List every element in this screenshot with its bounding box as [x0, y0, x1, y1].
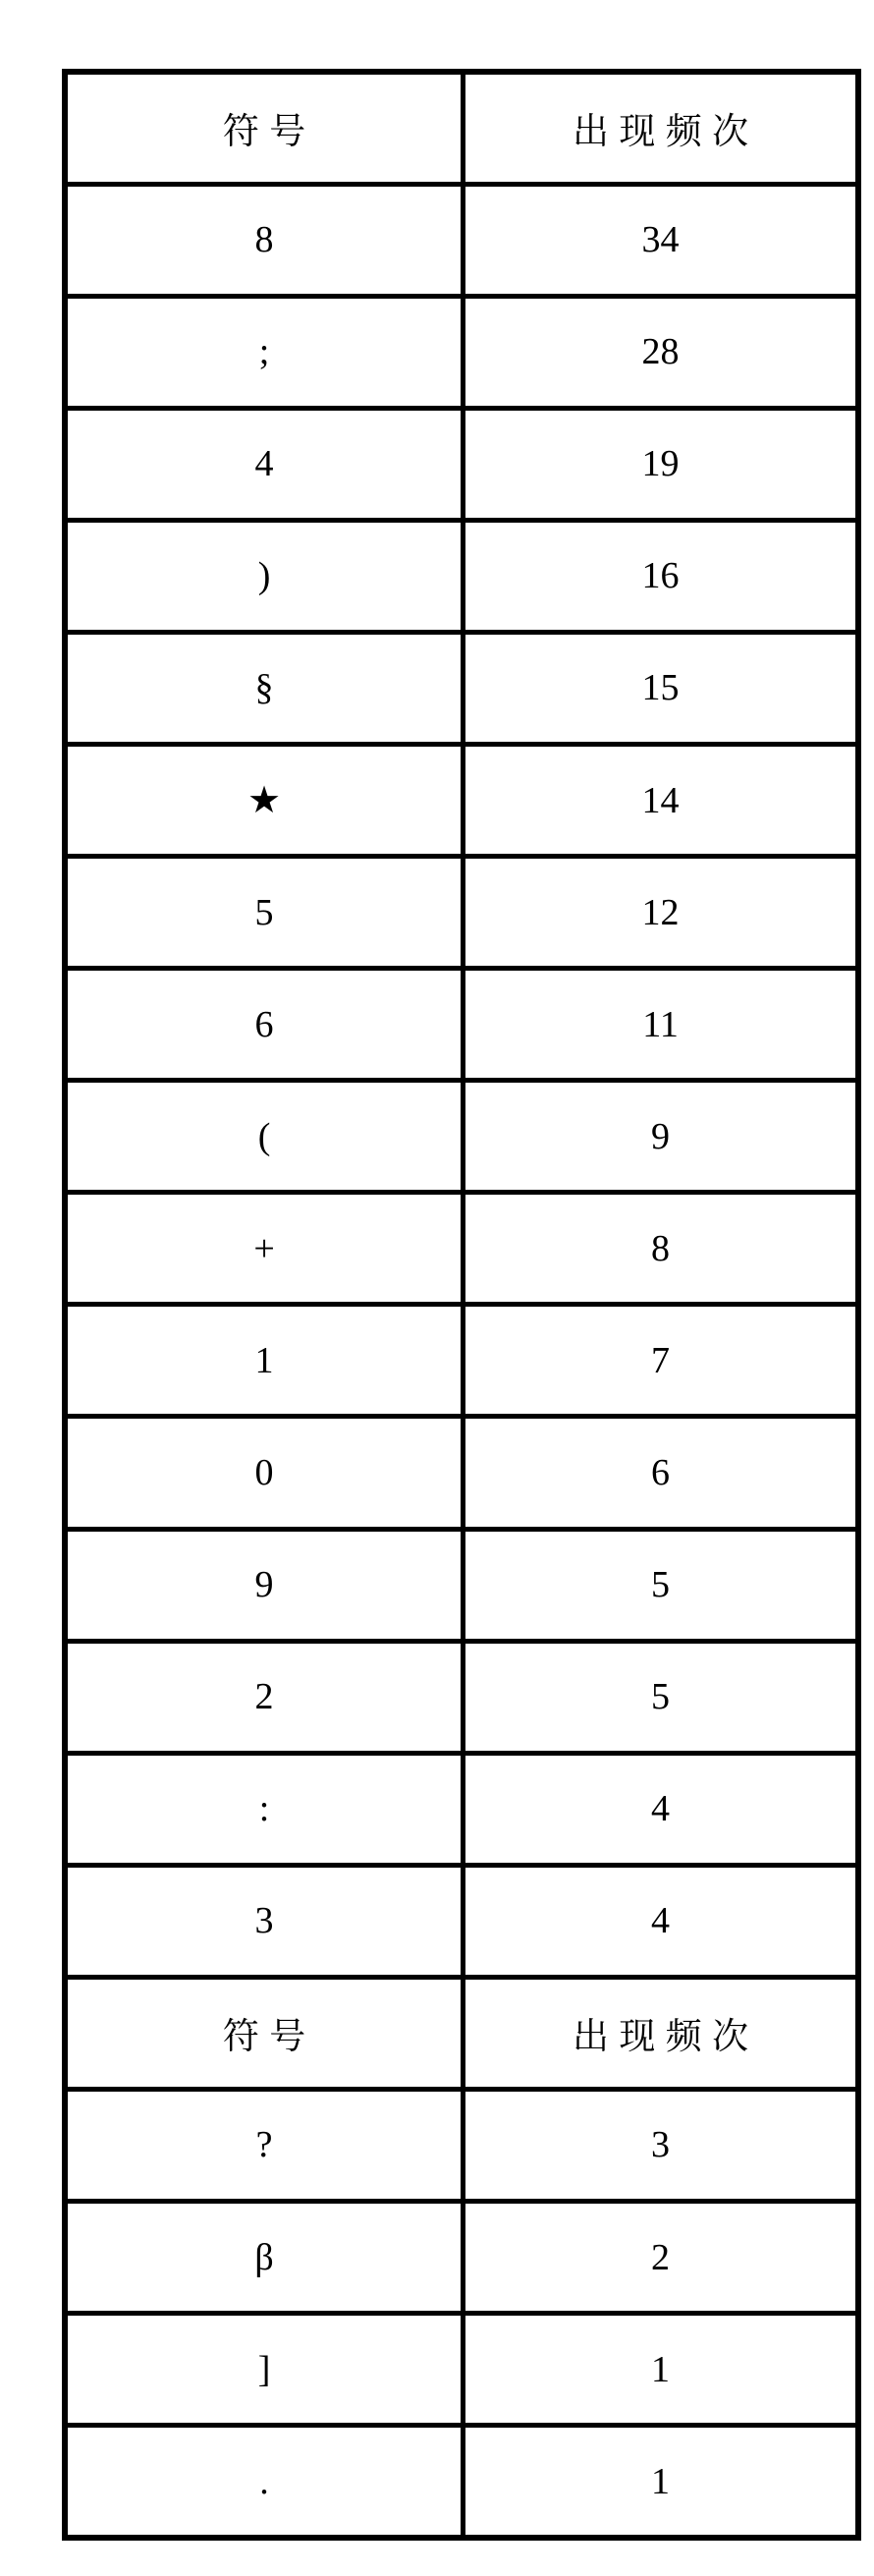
table-row [65, 1305, 858, 1417]
symbol-column-header: 符号 [65, 72, 464, 184]
table-row [65, 1753, 858, 1865]
frequency-cell: 19 [464, 408, 858, 520]
symbol-cell: § [65, 632, 464, 744]
frequency-cell: 28 [464, 296, 858, 408]
symbol-cell: ; [65, 296, 464, 408]
frequency-cell: 1 [464, 2426, 858, 2538]
symbol-cell: β [65, 2201, 464, 2313]
table-row [65, 184, 858, 296]
table-row [65, 1641, 858, 1753]
symbol-cell: 5 [65, 857, 464, 969]
frequency-cell: 12 [464, 857, 858, 969]
frequency-cell: 6 [464, 1417, 858, 1529]
symbol-cell: 0 [65, 1417, 464, 1529]
table-row [65, 1417, 858, 1529]
frequency-cell: 8 [464, 1193, 858, 1305]
table-header-row [65, 72, 858, 184]
frequency-cell: 1 [464, 2314, 858, 2426]
table-body [65, 72, 858, 2538]
table-row [65, 969, 858, 1081]
symbol-cell: 9 [65, 1529, 464, 1641]
frequency-cell: 5 [464, 1641, 858, 1753]
symbol-cell: 4 [65, 408, 464, 520]
table-row [65, 2426, 858, 2538]
table-row [65, 1865, 858, 1977]
frequency-column-header: 出现频次 [464, 72, 858, 184]
symbol-cell: ? [65, 2089, 464, 2201]
frequency-cell: 4 [464, 1753, 858, 1865]
table-row [65, 520, 858, 632]
symbol-cell: ) [65, 520, 464, 632]
symbol-cell: ★ [65, 744, 464, 856]
frequency-cell: 4 [464, 1865, 858, 1977]
symbol-cell: ( [65, 1081, 464, 1193]
table-row [65, 296, 858, 408]
frequency-cell: 14 [464, 744, 858, 856]
symbol-cell: 3 [65, 1865, 464, 1977]
symbol-cell: 6 [65, 969, 464, 1081]
table-row [65, 1529, 858, 1641]
symbol-cell: . [65, 2426, 464, 2538]
frequency-cell: 3 [464, 2089, 858, 2201]
table-row [65, 408, 858, 520]
frequency-cell: 5 [464, 1529, 858, 1641]
table-row [65, 744, 858, 856]
table-row [65, 2314, 858, 2426]
frequency-cell: 16 [464, 520, 858, 632]
frequency-cell: 9 [464, 1081, 858, 1193]
frequency-cell: 34 [464, 184, 858, 296]
table-row [65, 1081, 858, 1193]
symbol-column-header: 符号 [65, 1977, 464, 2089]
symbol-cell: : [65, 1753, 464, 1865]
symbol-cell: 8 [65, 184, 464, 296]
table-header-row [65, 1977, 858, 2089]
symbol-frequency-table [62, 69, 861, 2541]
frequency-cell: 15 [464, 632, 858, 744]
frequency-cell: 11 [464, 969, 858, 1081]
table-row [65, 857, 858, 969]
symbol-cell: ] [65, 2314, 464, 2426]
symbol-cell: + [65, 1193, 464, 1305]
table-row [65, 2201, 858, 2313]
table-row [65, 2089, 858, 2201]
table-row [65, 632, 858, 744]
frequency-cell: 7 [464, 1305, 858, 1417]
symbol-cell: 1 [65, 1305, 464, 1417]
frequency-cell: 2 [464, 2201, 858, 2313]
symbol-cell: 2 [65, 1641, 464, 1753]
frequency-column-header: 出现频次 [464, 1977, 858, 2089]
table-row [65, 1193, 858, 1305]
